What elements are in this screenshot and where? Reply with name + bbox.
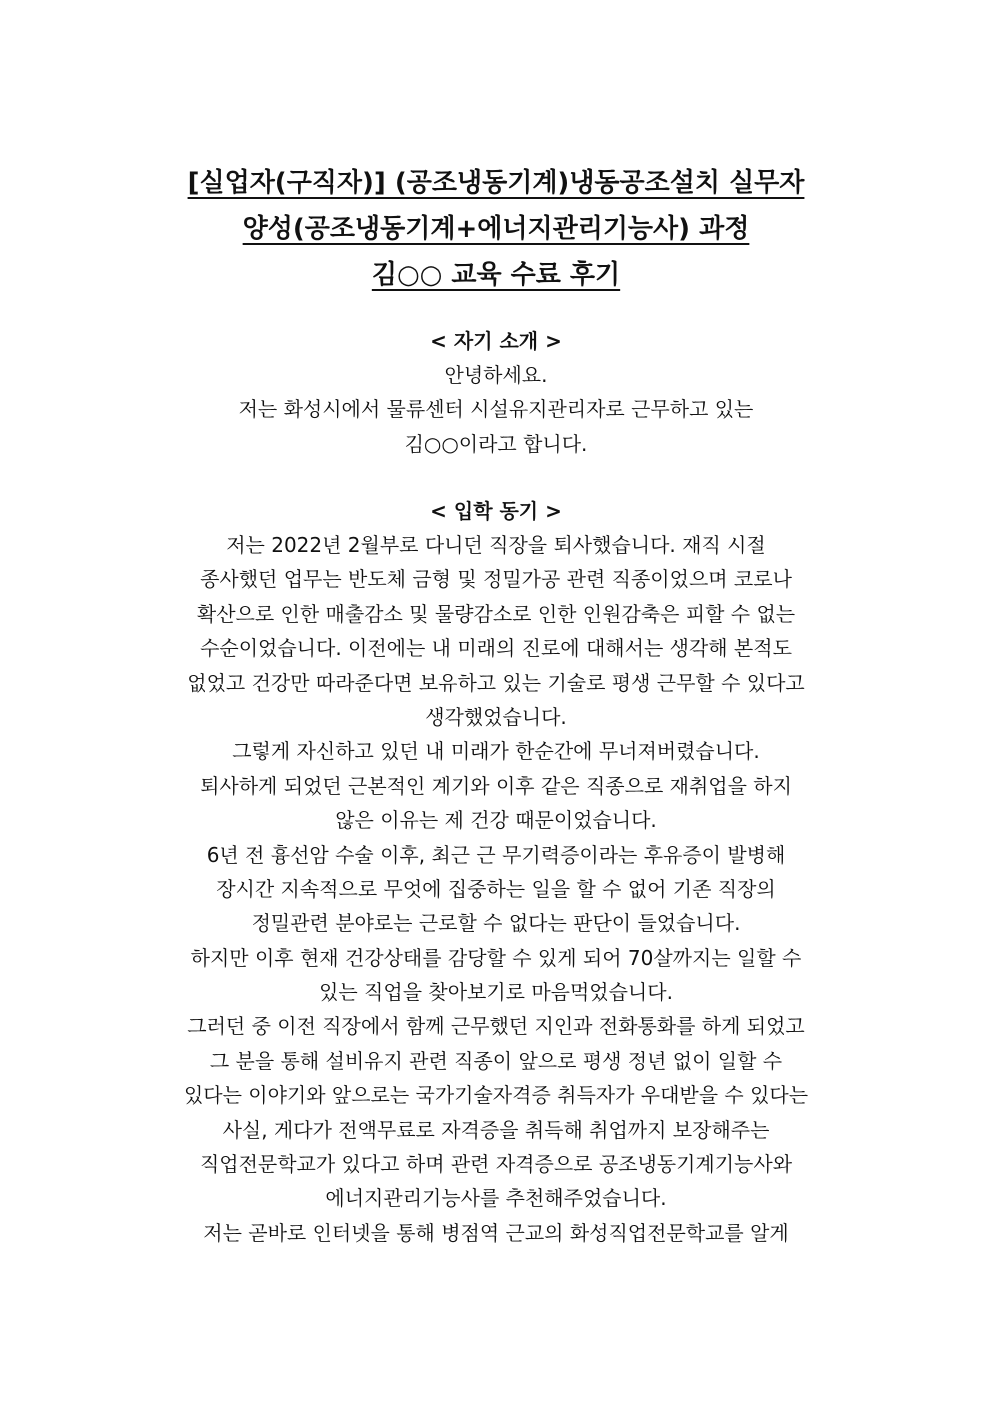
paragraph-line: 않은 이유는 제 건강 때문이었습니다.	[335, 808, 657, 833]
paragraph-line: 저는 2022년 2월부로 다니던 직장을 퇴사했습니다. 재직 시절	[226, 533, 766, 557]
paragraph-line: 없었고 건강만 따라준다면 보유하고 있는 기술로 평생 근무할 수 있다고	[187, 670, 805, 695]
section-heading-motive: < 입학 동기 >	[430, 499, 562, 523]
paragraph-line: 있는 직업을 찾아보기로 마음먹었습니다.	[319, 980, 673, 1005]
title-line-2: 양성(공조냉동기계+에너지관리기능사) 과정	[242, 214, 750, 244]
enrollment-motive-section	[0, 494, 992, 1250]
paragraph-line: 있다는 이야기와 앞으로는 국가기술자격증 취득자가 우대받을 수 있다는	[183, 1083, 809, 1108]
paragraph-line: 그렇게 자신하고 있던 내 미래가 한순간에 무너져버렸습니다.	[232, 739, 760, 764]
paragraph-line: 퇴사하게 되었던 근본적인 계기와 이후 같은 직종으로 재취업을 하지	[200, 773, 792, 798]
paragraph-line: 에너지관리기능사를 추천해주었습니다.	[325, 1186, 667, 1211]
section-heading-intro: < 자기 소개 >	[430, 329, 562, 353]
paragraph-line: 그 분을 통해 설비유지 관련 직종이 앞으로 평생 정년 없이 일할 수	[209, 1048, 783, 1073]
paragraph-line: 저는 화성시에서 물류센터 시설유지관리자로 근무하고 있는	[238, 397, 754, 422]
paragraph-line: 확산으로 인한 매출감소 및 물량감소로 인한 인원감축은 피할 수 없는	[196, 601, 796, 626]
self-introduction-section	[0, 324, 992, 461]
paragraph-line: 김○○이라고 합니다.	[404, 431, 588, 456]
title-line-1: [실업자(구직자)] (공조냉동기계)냉동공조설치 실무자	[187, 168, 805, 198]
paragraph-line: 사실, 게다가 전액무료로 자격증을 취득해 취업까지 보장해주는	[222, 1117, 770, 1142]
paragraph-line: 장시간 지속적으로 무엇에 집중하는 일을 할 수 없어 기존 직장의	[216, 876, 776, 901]
title-line-3: 김○○ 교육 수료 후기	[371, 260, 621, 290]
paragraph-line: 종사했던 업무는 반도체 금형 및 정밀가공 관련 직종이었으며 코로나	[200, 567, 792, 592]
paragraph-line: 정밀관련 분야로는 근로할 수 없다는 판단이 들었습니다.	[251, 911, 741, 936]
paragraph-line: 안녕하세요.	[444, 363, 548, 387]
paragraph-line: 직업전문학교가 있다고 하며 관련 자격증으로 공조냉동기계기능사와	[199, 1152, 793, 1177]
document-title	[0, 160, 992, 298]
paragraph-line: 하지만 이후 현재 건강상태를 감당할 수 있게 되어 70살까지는 일할 수	[190, 945, 802, 970]
paragraph-line: 저는 곧바로 인터넷을 통해 병점역 근교의 화성직업전문학교를 알게	[203, 1220, 789, 1245]
paragraph-line: 6년 전 흉선암 수술 이후, 최근 근 무기력증이라는 후유증이 발병해	[206, 842, 786, 867]
paragraph-line: 생각했었습니다.	[425, 704, 567, 729]
paragraph-line: 그러던 중 이전 직장에서 함께 근무했던 지인과 전화통화를 하게 되었고	[187, 1014, 805, 1039]
paragraph-line: 수순이었습니다. 이전에는 내 미래의 진로에 대해서는 생각해 본적도	[200, 636, 792, 661]
